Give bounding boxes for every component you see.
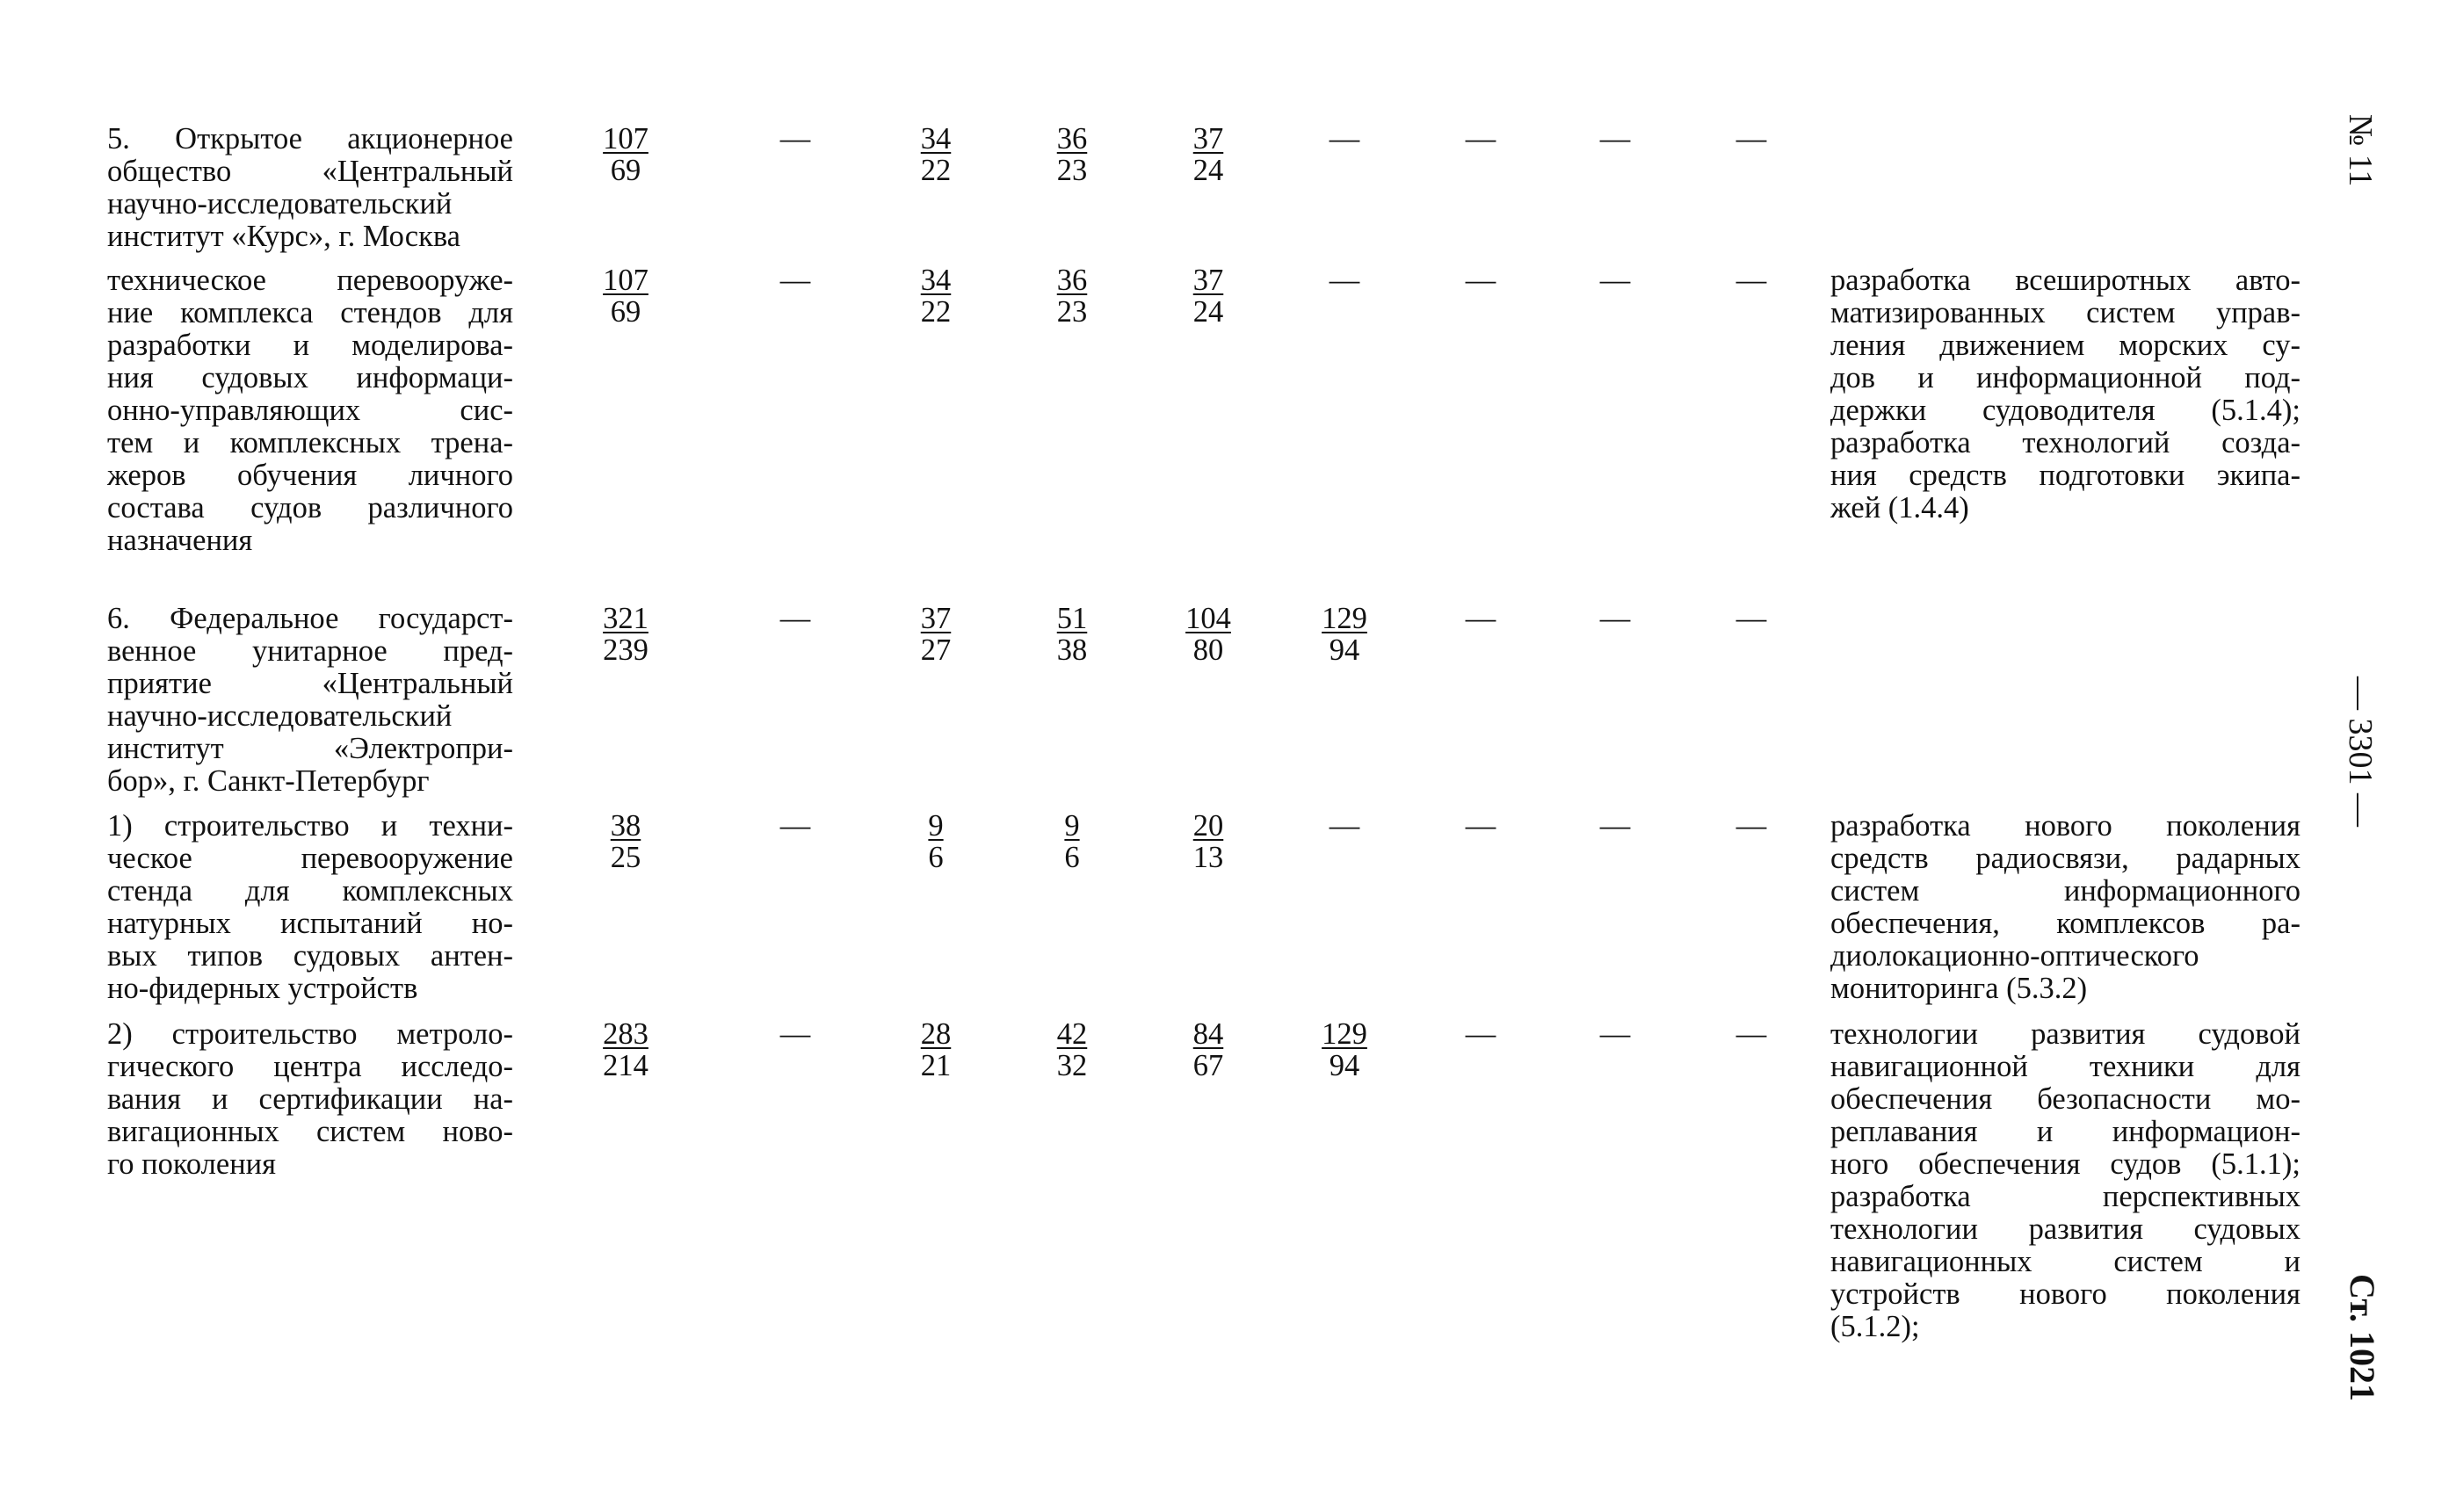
- row-note: [1830, 1018, 2300, 1343]
- denominator-value: 25: [610, 841, 641, 874]
- empty-dash: —: [779, 1017, 811, 1051]
- numerator-value: 37: [1192, 122, 1224, 156]
- numerator-value: 104: [1185, 602, 1231, 635]
- value-cell: [1432, 123, 1529, 155]
- description-line: 6. Федеральное государст-: [107, 602, 513, 635]
- value-cell: [888, 810, 984, 873]
- value-cell: [1567, 1018, 1663, 1050]
- numerator-value: 36: [1056, 122, 1088, 156]
- value-cell: [577, 123, 674, 186]
- value-cell: [1567, 810, 1663, 842]
- row-description: [107, 810, 513, 1005]
- empty-dash: —: [1599, 1017, 1631, 1051]
- numerator-value: 107: [603, 264, 648, 297]
- value-cell: [1703, 1018, 1800, 1050]
- numerator-value: 20: [1192, 809, 1224, 843]
- empty-dash: —: [1735, 809, 1767, 843]
- empty-dash: —: [779, 809, 811, 843]
- numerator-value: 42: [1056, 1017, 1088, 1051]
- description-line: ческое перевооружение: [107, 842, 513, 875]
- description-line: стенда для комплексных: [107, 874, 513, 908]
- description-line: 1) строительство и техни-: [107, 809, 513, 843]
- numerator-value: 36: [1056, 264, 1088, 297]
- value-cell: [1024, 1018, 1120, 1082]
- description-line: но-фидерных устройств: [107, 972, 418, 1005]
- value-cell: [1432, 810, 1529, 842]
- note-line: (5.1.2);: [1830, 1310, 1920, 1343]
- numerator-value: 34: [920, 122, 952, 156]
- denominator-value: 23: [1056, 154, 1088, 187]
- description-line: институт «Электропри-: [107, 732, 513, 765]
- value-cell: [1567, 123, 1663, 155]
- numerator-value: 107: [603, 122, 648, 156]
- numerator-value: 37: [1192, 264, 1224, 297]
- note-line: разработка технологий созда-: [1830, 426, 2300, 459]
- note-line: обеспечения, комплексов ра-: [1830, 907, 2300, 940]
- value-cell: [888, 264, 984, 328]
- description-line: техническое перевооруже-: [107, 264, 513, 297]
- description-line: 2) строительство метроло-: [107, 1017, 513, 1051]
- denominator-value: 27: [920, 633, 952, 667]
- note-line: диолокационно-оптического: [1830, 939, 2199, 973]
- description-line: состава судов различного: [107, 491, 513, 524]
- description-line: научно-исследовательский: [107, 699, 453, 733]
- note-line: технологии развития судовых: [1830, 1212, 2300, 1246]
- value-cell: [1296, 810, 1393, 842]
- numerator-value: 9: [928, 809, 944, 843]
- value-cell: [747, 123, 844, 155]
- empty-dash: —: [1735, 122, 1767, 156]
- description-line: бор», г. Санкт-Петербург: [107, 764, 430, 798]
- note-line: жей (1.4.4): [1830, 491, 1969, 524]
- value-cell: [1432, 1018, 1529, 1050]
- value-cell: [1160, 123, 1257, 186]
- empty-dash: —: [1599, 264, 1631, 297]
- note-line: устройств нового поколения: [1830, 1277, 2300, 1311]
- value-cell: [747, 603, 844, 634]
- value-cell: [1296, 1018, 1393, 1082]
- value-cell: [1024, 123, 1120, 186]
- empty-dash: —: [1599, 602, 1631, 635]
- note-line: держки судоводителя (5.1.4);: [1830, 394, 2300, 427]
- denominator-value: 6: [1064, 841, 1080, 874]
- description-line: общество «Центральный: [107, 155, 513, 188]
- value-cell: [1703, 264, 1800, 296]
- row-description: [107, 603, 513, 798]
- empty-dash: —: [1735, 264, 1767, 297]
- description-line: разработки и моделирова-: [107, 329, 513, 362]
- numerator-value: 84: [1192, 1017, 1224, 1051]
- value-cell: [1160, 264, 1257, 328]
- empty-dash: —: [779, 602, 811, 635]
- value-cell: [1296, 264, 1393, 296]
- description-line: гического центра исследо-: [107, 1050, 513, 1083]
- empty-dash: —: [1465, 122, 1496, 156]
- description-line: тем и комплексных трена-: [107, 426, 513, 459]
- empty-dash: —: [1735, 602, 1767, 635]
- description-line: жеров обучения личного: [107, 459, 513, 492]
- issue-number-label: № 11: [2342, 114, 2379, 187]
- row-description: [107, 123, 513, 253]
- row-note: [1830, 264, 2300, 524]
- denominator-value: 23: [1056, 295, 1088, 329]
- description-line: вых типов судовых антен-: [107, 939, 513, 973]
- numerator-value: 129: [1322, 1017, 1367, 1051]
- note-line: реплавания и информацион-: [1830, 1115, 2300, 1148]
- note-line: мониторинга (5.3.2): [1830, 972, 2088, 1005]
- note-line: ния средств подготовки экипа-: [1830, 459, 2300, 492]
- value-cell: [577, 810, 674, 873]
- numerator-value: 51: [1056, 602, 1088, 635]
- value-cell: [1567, 264, 1663, 296]
- value-cell: [1024, 603, 1120, 666]
- denominator-value: 6: [928, 841, 944, 874]
- note-line: навигационной техники для: [1830, 1050, 2300, 1083]
- description-line: ния судовых информаци-: [107, 361, 513, 394]
- denominator-value: 69: [610, 295, 641, 329]
- value-cell: [1703, 123, 1800, 155]
- denominator-value: 80: [1192, 633, 1224, 667]
- value-cell: [577, 1018, 674, 1082]
- row-description: [107, 1018, 513, 1181]
- note-line: дов и информационной под-: [1830, 361, 2300, 394]
- note-line: обеспечения безопасности мо-: [1830, 1082, 2300, 1116]
- empty-dash: —: [1465, 1017, 1496, 1051]
- empty-dash: —: [1329, 122, 1360, 156]
- description-line: онно-управляющих сис-: [107, 394, 513, 427]
- value-cell: [577, 264, 674, 328]
- empty-dash: —: [779, 264, 811, 297]
- value-cell: [1703, 603, 1800, 634]
- empty-dash: —: [1465, 809, 1496, 843]
- numerator-value: 34: [920, 264, 952, 297]
- empty-dash: —: [1735, 1017, 1767, 1051]
- denominator-value: 22: [920, 154, 952, 187]
- note-line: ления движением морских су-: [1830, 329, 2300, 362]
- description-line: приятие «Центральный: [107, 667, 513, 700]
- denominator-value: 32: [1056, 1049, 1088, 1082]
- denominator-value: 214: [603, 1049, 648, 1082]
- value-cell: [1567, 603, 1663, 634]
- value-cell: [747, 264, 844, 296]
- row-note: [1830, 810, 2300, 1005]
- description-line: институт «Курс», г. Москва: [107, 220, 460, 253]
- page-number-label: — 3301 —: [2342, 676, 2379, 827]
- value-cell: [747, 1018, 844, 1050]
- description-line: натурных испытаний но-: [107, 907, 513, 940]
- note-line: разработка перспективных: [1830, 1180, 2300, 1213]
- note-line: ного обеспечения судов (5.1.1);: [1830, 1147, 2300, 1181]
- value-cell: [888, 1018, 984, 1082]
- numerator-value: 129: [1322, 602, 1367, 635]
- denominator-value: 38: [1056, 633, 1088, 667]
- description-line: 5. Открытое акционерное: [107, 122, 513, 156]
- denominator-value: 69: [610, 154, 641, 187]
- numerator-value: 9: [1064, 809, 1080, 843]
- denominator-value: 94: [1329, 633, 1360, 667]
- value-cell: [1432, 603, 1529, 634]
- empty-dash: —: [1465, 264, 1496, 297]
- description-line: ние комплекса стендов для: [107, 296, 513, 329]
- value-cell: [1703, 810, 1800, 842]
- note-line: технологии развития судовой: [1830, 1017, 2300, 1051]
- value-cell: [1024, 810, 1120, 873]
- numerator-value: 38: [610, 809, 641, 843]
- note-line: средств радиосвязи, радарных: [1830, 842, 2300, 875]
- denominator-value: 239: [603, 633, 648, 667]
- value-cell: [747, 810, 844, 842]
- value-cell: [1160, 603, 1257, 666]
- value-cell: [1296, 123, 1393, 155]
- denominator-value: 24: [1192, 295, 1224, 329]
- description-line: вания и сертификации на-: [107, 1082, 513, 1116]
- denominator-value: 13: [1192, 841, 1224, 874]
- numerator-value: 37: [920, 602, 952, 635]
- row-description: [107, 264, 513, 557]
- article-number-label: Ст. 1021: [2343, 1274, 2382, 1401]
- denominator-value: 21: [920, 1049, 952, 1082]
- description-line: научно-исследовательский: [107, 187, 453, 221]
- empty-dash: —: [1329, 264, 1360, 297]
- empty-dash: —: [1599, 809, 1631, 843]
- value-cell: [1024, 264, 1120, 328]
- denominator-value: 94: [1329, 1049, 1360, 1082]
- note-line: матизированных систем управ-: [1830, 296, 2300, 329]
- numerator-value: 28: [920, 1017, 952, 1051]
- description-line: го поколения: [107, 1147, 277, 1181]
- value-cell: [888, 123, 984, 186]
- empty-dash: —: [779, 122, 811, 156]
- note-line: систем информационного: [1830, 874, 2300, 908]
- value-cell: [1160, 810, 1257, 873]
- value-cell: [1296, 603, 1393, 666]
- empty-dash: —: [1599, 122, 1631, 156]
- note-line: разработка всеширотных авто-: [1830, 264, 2300, 297]
- numerator-value: 321: [603, 602, 648, 635]
- note-line: навигационных систем и: [1830, 1245, 2300, 1278]
- empty-dash: —: [1329, 809, 1360, 843]
- value-cell: [1160, 1018, 1257, 1082]
- denominator-value: 67: [1192, 1049, 1224, 1082]
- value-cell: [1432, 264, 1529, 296]
- numerator-value: 283: [603, 1017, 648, 1051]
- denominator-value: 22: [920, 295, 952, 329]
- value-cell: [577, 603, 674, 666]
- description-line: назначения: [107, 524, 253, 557]
- denominator-value: 24: [1192, 154, 1224, 187]
- description-line: венное унитарное пред-: [107, 634, 513, 668]
- description-line: вигационных систем ново-: [107, 1115, 513, 1148]
- note-line: разработка нового поколения: [1830, 809, 2300, 843]
- value-cell: [888, 603, 984, 666]
- empty-dash: —: [1465, 602, 1496, 635]
